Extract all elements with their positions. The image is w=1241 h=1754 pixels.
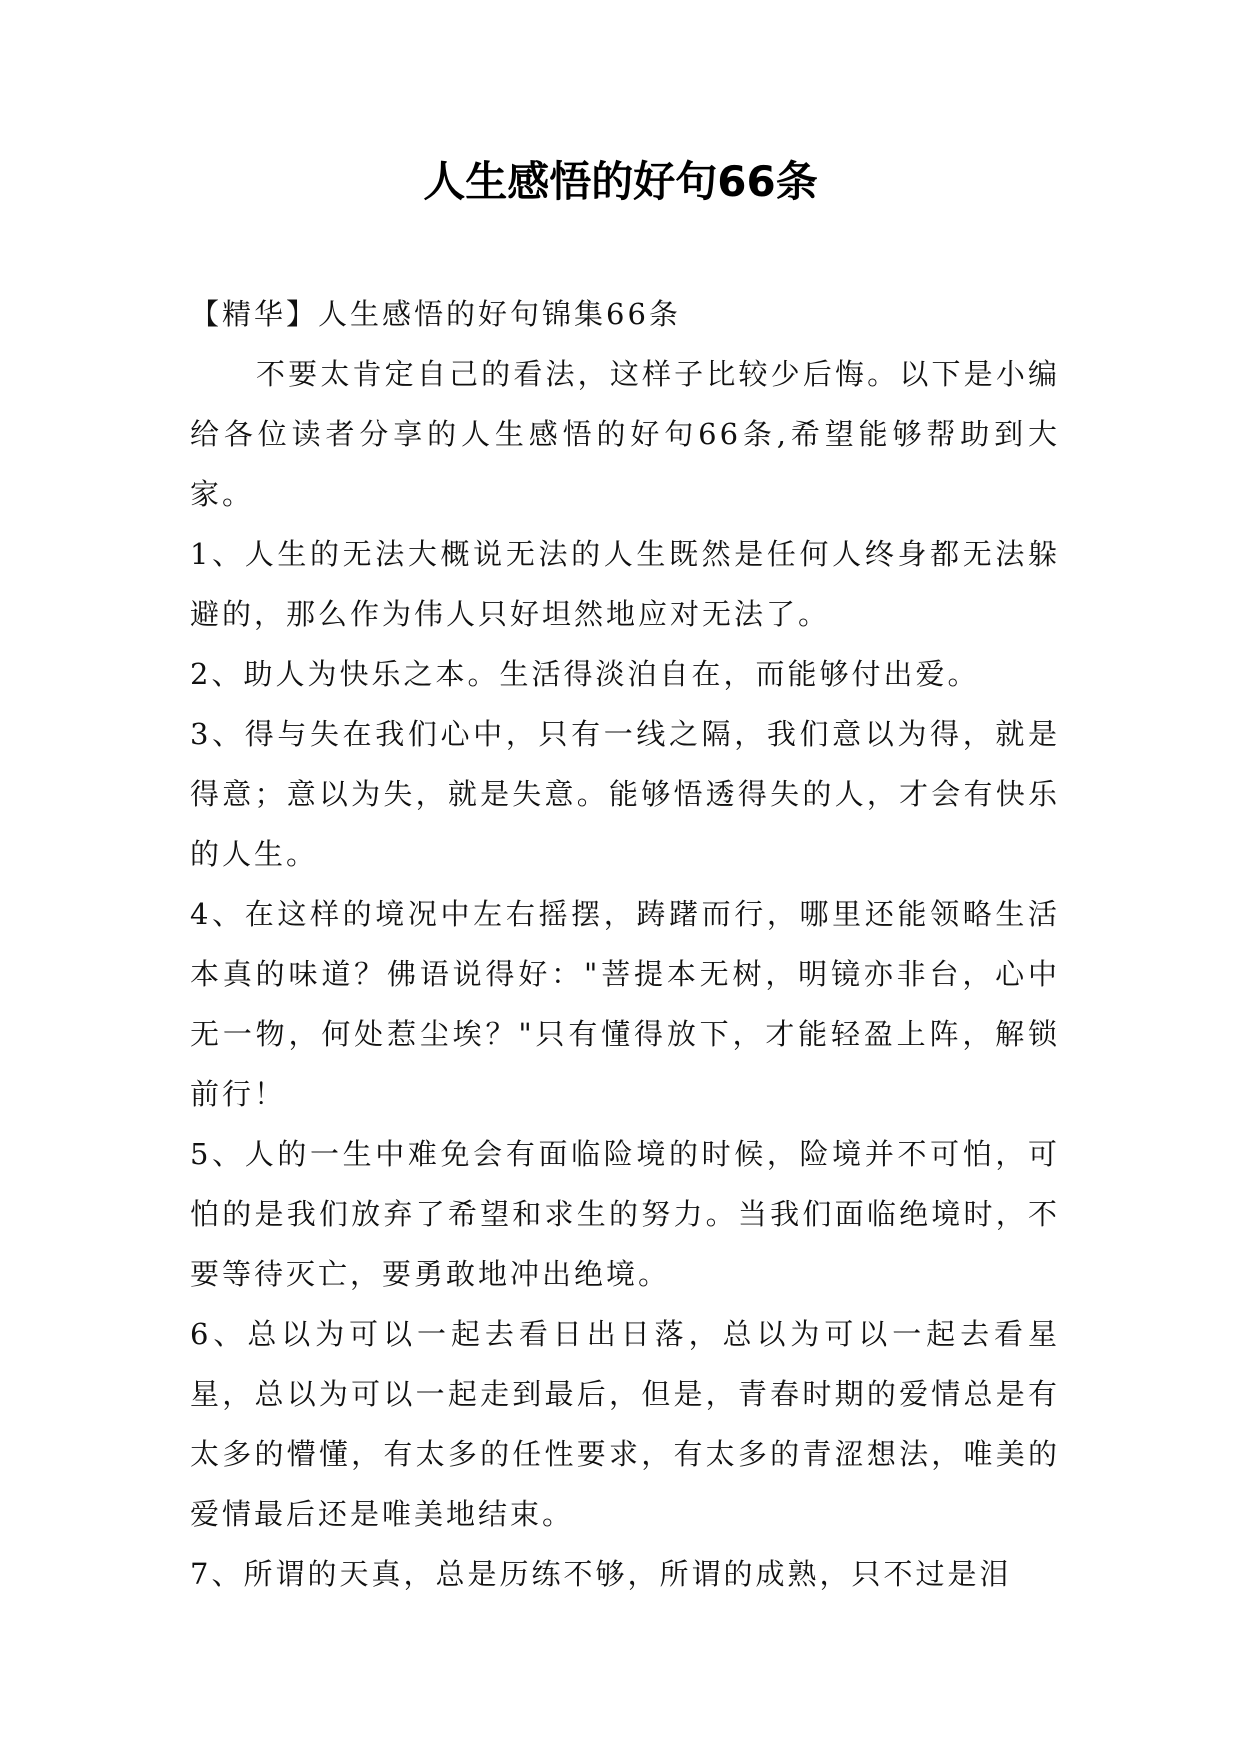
list-item: 1、人生的无法大概说无法的人生既然是任何人终身都无法躲避的，那么作为伟人只好坦然地应对无法了。 xyxy=(190,537,1060,631)
list-item: 7、所谓的天真，总是历练不够，所谓的成熟，只不过是泪 xyxy=(190,1557,1012,1591)
list-item: 2、助人为快乐之本。生活得淡泊自在，而能够付出爱。 xyxy=(190,657,980,691)
document-title: 人生感悟的好句66条 xyxy=(423,157,818,206)
document-subtitle: 【精华】人生感悟的好句锦集66条 xyxy=(190,297,681,331)
intro-paragraph: 不要太肯定自己的看法，这样子比较少后悔。以下是小编给各位读者分享的人生感悟的好句66条,希望能够帮助到大家。 xyxy=(190,357,1060,511)
list-item: 3、得与失在我们心中，只有一线之隔，我们意以为得，就是得意；意以为失，就是失意。能够悟透得失的人，才会有快乐的人生。 xyxy=(190,717,1060,871)
list-item: 6、总以为可以一起去看日出日落，总以为可以一起去看星星，总以为可以一起走到最后，但是，青春时期的爱情总是有太多的懵懂，有太多的任性要求，有太多的青涩想法，唯美的爱情最后还是唯美地结束。 xyxy=(190,1317,1060,1531)
document-body xyxy=(190,284,1060,1604)
list-item: 5、人的一生中难免会有面临险境的时候，险境并不可怕，可怕的是我们放弃了希望和求生的努力。当我们面临绝境时，不要等待灭亡，要勇敢地冲出绝境。 xyxy=(190,1137,1060,1291)
list-item: 4、在这样的境况中左右摇摆，踌躇而行，哪里还能领略生活本真的味道？佛语说得好："菩提本无树，明镜亦非台，心中无一物，何处惹尘埃？"只有懂得放下，才能轻盈上阵，解锁前行！ xyxy=(190,897,1060,1111)
